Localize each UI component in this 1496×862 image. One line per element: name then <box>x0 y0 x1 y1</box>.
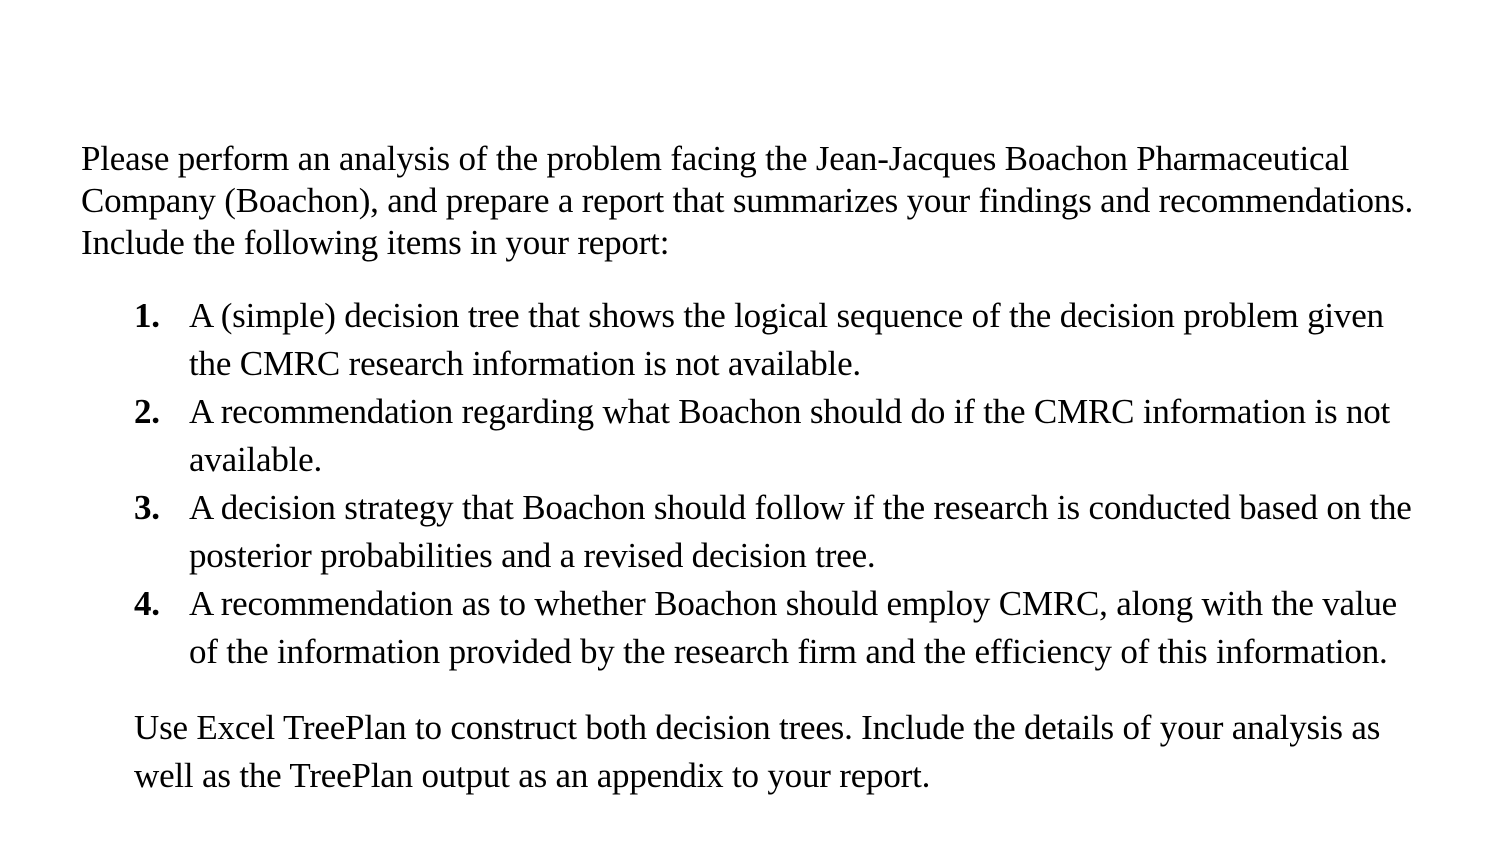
outro-line: Use Excel TreePlan to construct both decision trees. Include the details of your analysis as <box>134 708 1381 747</box>
item-text-line: A recommendation regarding what Boachon should do if the CMRC information is not <box>189 392 1391 431</box>
intro-paragraph <box>81 138 1486 264</box>
item-text-line: of the information provided by the research firm and the efficiency of this information. <box>189 632 1388 671</box>
item-number: 2. <box>134 392 160 431</box>
intro-line: Include the following items in your report: <box>81 223 670 262</box>
item-number: 1. <box>134 296 160 335</box>
item-text-line: A recommendation as to whether Boachon should employ CMRC, along with the value <box>189 584 1398 623</box>
item-text-line: posterior probabilities and a revised decision tree. <box>189 536 876 575</box>
intro-line: Company (Boachon), and prepare a report that summarizes your findings and recommendations. <box>81 181 1414 220</box>
list-item <box>134 484 1484 580</box>
item-number: 4. <box>134 584 160 623</box>
item-text-line: available. <box>189 440 323 479</box>
item-text-line: A decision strategy that Boachon should follow if the research is conducted based on the <box>189 488 1412 527</box>
list-item <box>134 388 1484 484</box>
outro-line: well as the TreePlan output as an appendix to your report. <box>134 756 931 795</box>
outro-paragraph <box>134 704 1484 800</box>
item-number: 3. <box>134 488 160 527</box>
intro-line: Please perform an analysis of the problem facing the Jean-Jacques Boachon Pharmaceutical <box>81 139 1350 178</box>
report-items-list <box>134 292 1484 676</box>
list-item <box>134 292 1484 388</box>
item-text-line: the CMRC research information is not available. <box>189 344 861 383</box>
list-item <box>134 580 1484 676</box>
item-text-line: A (simple) decision tree that shows the logical sequence of the decision problem given <box>189 296 1384 335</box>
